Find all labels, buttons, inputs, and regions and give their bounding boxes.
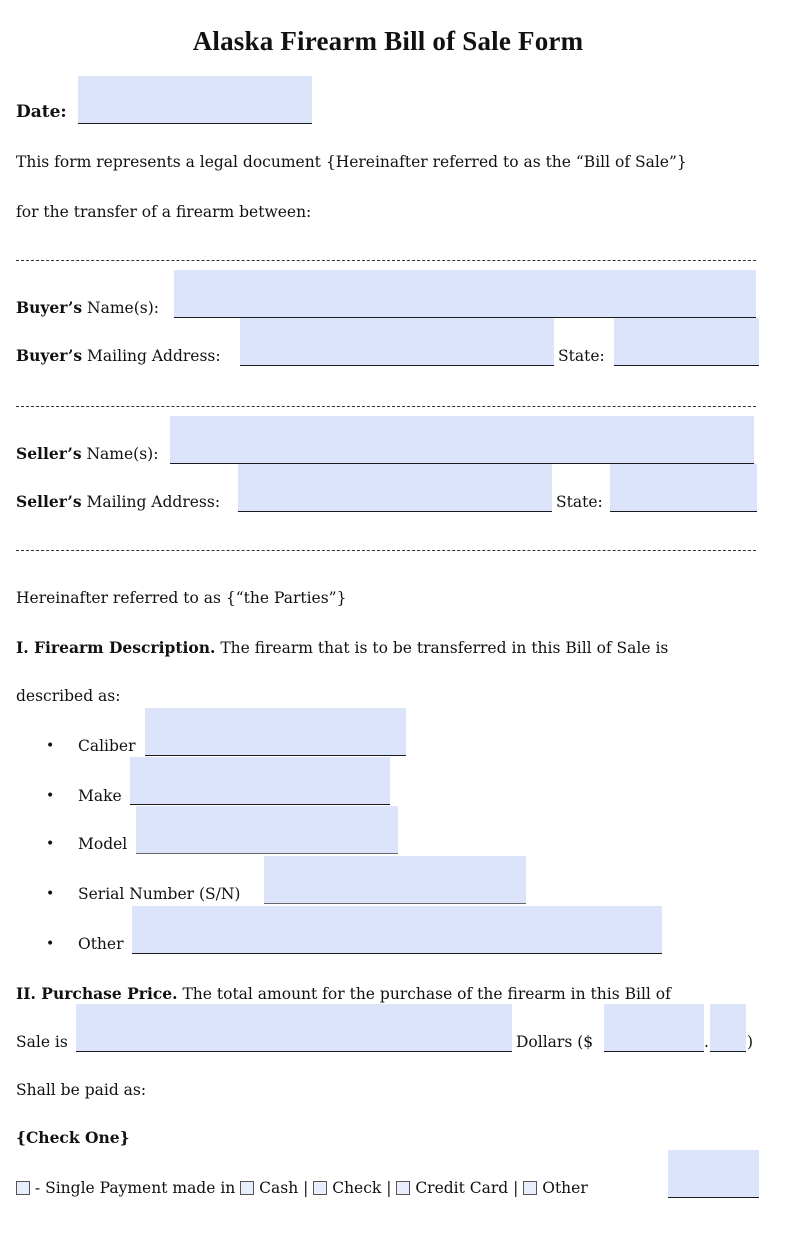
divider — [16, 406, 756, 407]
single-payment-checkbox[interactable] — [16, 1181, 30, 1195]
seller-address-label: Seller’s Mailing Address: — [16, 492, 221, 511]
single-payment-label: - Single Payment made in — [30, 1179, 241, 1197]
seller-name-label: Seller’s Name(s): — [16, 444, 159, 463]
cents-field[interactable] — [710, 1004, 746, 1052]
bullet: • — [46, 738, 55, 754]
paid-as-text: Shall be paid as: — [16, 1081, 147, 1099]
other-payment-label: Other — [542, 1179, 588, 1197]
other-label: Other — [78, 935, 124, 953]
firearm-description-text-line2: described as: — [16, 687, 121, 705]
payment-line — [16, 1178, 588, 1198]
other-payment-field[interactable] — [668, 1150, 759, 1198]
buyer-address-field[interactable] — [240, 318, 554, 366]
page-title: Alaska Firearm Bill of Sale Form — [192, 26, 584, 56]
seller-name-field[interactable] — [170, 416, 754, 464]
check-label: Check — [332, 1179, 382, 1197]
bullet: • — [46, 936, 55, 952]
purchase-price-text: II. Purchase Price. The total amount for the purchase of the firearm in this Bill of — [16, 984, 671, 1003]
serial-number-label: Serial Number (S/N) — [78, 885, 241, 903]
serial-number-field[interactable] — [264, 856, 526, 904]
check-checkbox[interactable] — [313, 1181, 327, 1195]
sale-is-label: Sale is — [16, 1033, 68, 1051]
divider — [16, 550, 756, 551]
buyer-name-field[interactable] — [174, 270, 756, 318]
cash-checkbox[interactable] — [240, 1181, 254, 1195]
seller-state-label: State: — [556, 493, 603, 511]
separator: | — [381, 1179, 397, 1197]
buyer-state-label: State: — [558, 347, 605, 365]
buyer-address-label: Buyer’s Mailing Address: — [16, 346, 221, 365]
credit-card-checkbox[interactable] — [396, 1181, 410, 1195]
other-description-field[interactable] — [132, 906, 662, 954]
credit-card-label: Credit Card — [415, 1179, 509, 1197]
check-one-text: {Check One} — [16, 1128, 130, 1147]
make-field[interactable] — [130, 757, 390, 805]
seller-state-field[interactable] — [610, 464, 757, 512]
caliber-field[interactable] — [145, 708, 406, 756]
buyer-name-label: Buyer’s Name(s): — [16, 298, 159, 317]
decimal-point: . — [704, 1033, 709, 1051]
date-field[interactable] — [78, 76, 312, 124]
parties-text: Hereinafter referred to as {“the Parties”} — [16, 589, 347, 607]
make-label: Make — [78, 787, 122, 805]
bullet: • — [46, 886, 55, 902]
amount-words-field[interactable] — [76, 1004, 512, 1052]
buyer-state-field[interactable] — [614, 318, 759, 366]
other-payment-checkbox[interactable] — [523, 1181, 537, 1195]
seller-address-field[interactable] — [238, 464, 552, 512]
separator: | — [298, 1179, 314, 1197]
model-field[interactable] — [136, 806, 398, 854]
intro-text-line2: for the transfer of a firearm between: — [16, 203, 312, 221]
firearm-description-text: I. Firearm Description. The firearm that is to be transferred in this Bill of Sale is — [16, 638, 669, 657]
close-paren: ) — [747, 1033, 754, 1051]
model-label: Model — [78, 835, 128, 853]
divider — [16, 260, 756, 261]
intro-text-line1: This form represents a legal document {Hereinafter referred to as the “Bill of Sale”} — [16, 153, 687, 171]
dollars-field[interactable] — [604, 1004, 704, 1052]
bullet: • — [46, 836, 55, 852]
bullet: • — [46, 788, 55, 804]
date-label: Date: — [16, 102, 67, 122]
caliber-label: Caliber — [78, 737, 136, 755]
separator: | — [508, 1179, 524, 1197]
cash-label: Cash — [259, 1179, 299, 1197]
dollars-label: Dollars ($ — [516, 1033, 594, 1051]
